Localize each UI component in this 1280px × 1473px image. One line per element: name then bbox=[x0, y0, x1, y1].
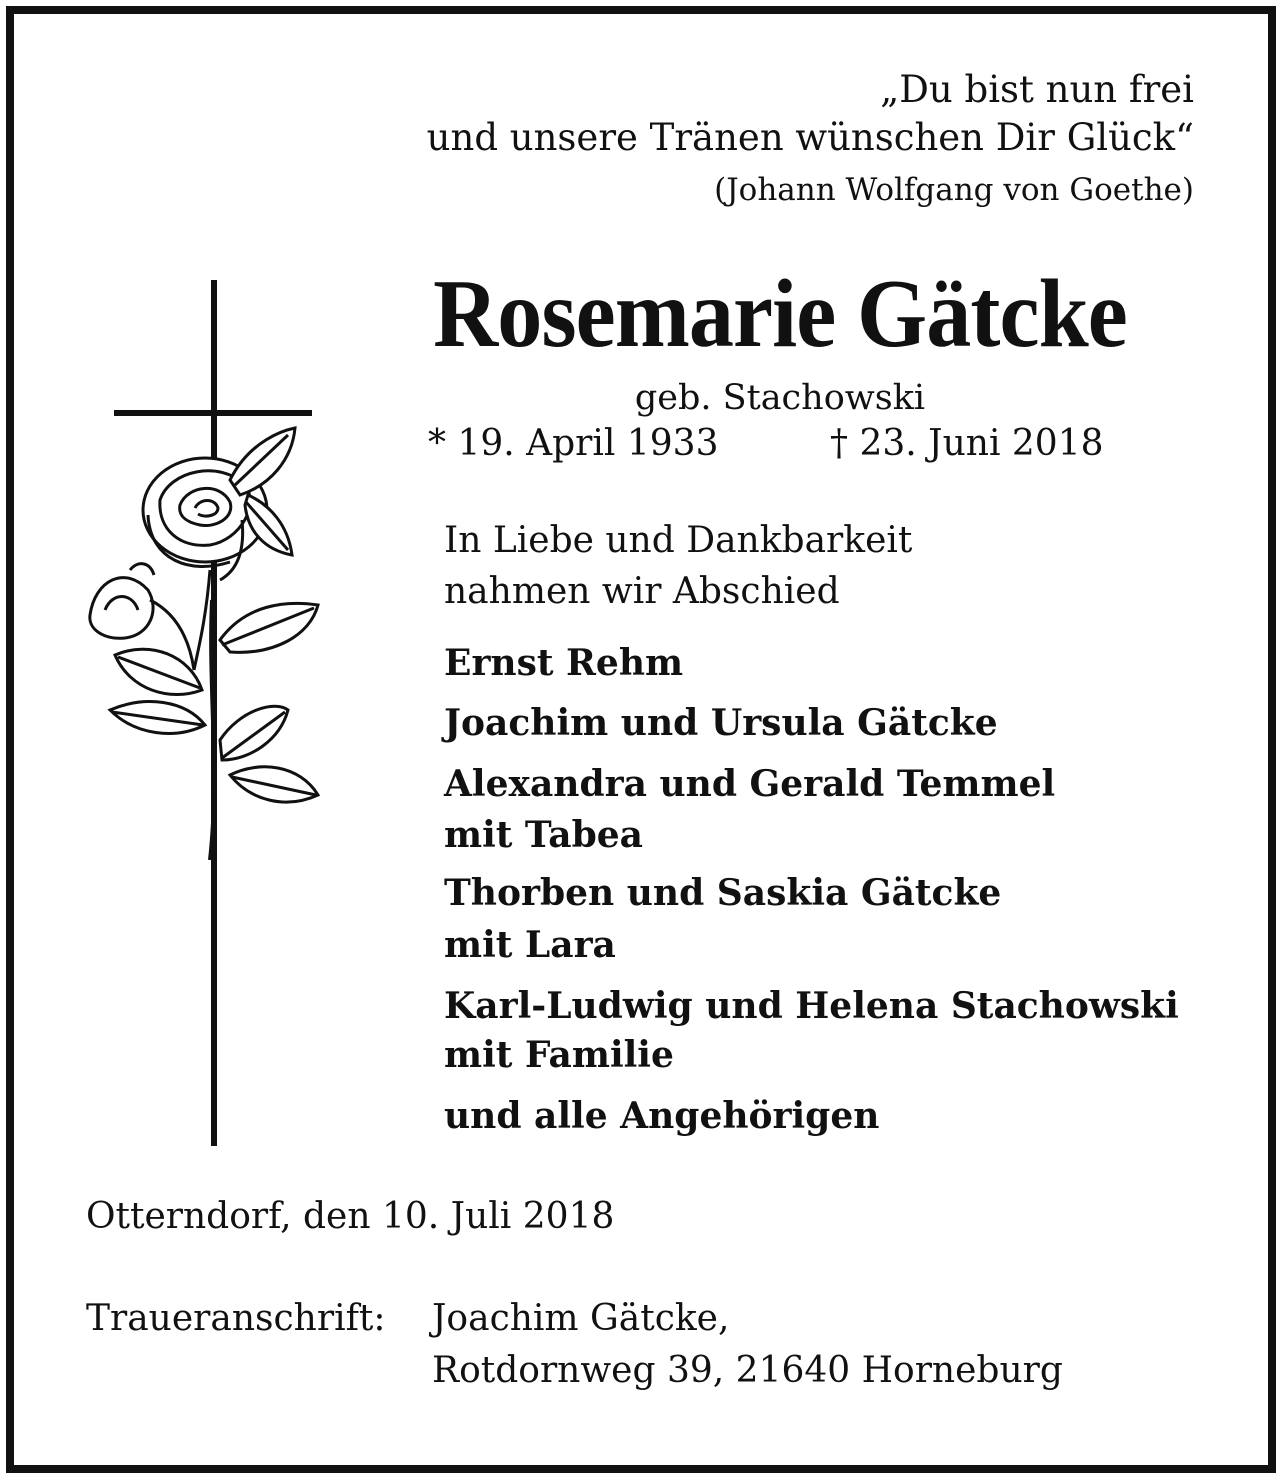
place-date: Otterndorf, den 10. Juli 2018 bbox=[86, 1196, 615, 1237]
address-label: Traueranschrift: bbox=[86, 1298, 386, 1339]
quote-line-2: und unsere Tränen wünschen Dir Glück“ bbox=[426, 116, 1194, 159]
deceased-name: Rosemarie Gätcke bbox=[433, 260, 1127, 368]
mourner-line: und alle Angehörigen bbox=[444, 1095, 880, 1137]
maiden-name: geb. Stachowski bbox=[634, 378, 926, 418]
cross-rose-illustration bbox=[70, 270, 330, 1150]
intro-line-1: In Liebe und Dankbarkeit bbox=[444, 520, 913, 561]
mourner-line: mit Tabea bbox=[444, 814, 644, 856]
mourner-line: mit Lara bbox=[444, 924, 616, 966]
mourner-line: mit Familie bbox=[444, 1034, 674, 1076]
mourner-line: Ernst Rehm bbox=[444, 642, 684, 684]
quote-line-1: „Du bist nun frei bbox=[880, 68, 1194, 111]
mourner-line: Karl-Ludwig und Helena Stachowski bbox=[444, 985, 1179, 1027]
address-line-1: Joachim Gätcke, bbox=[432, 1298, 730, 1339]
mourner-line: Thorben und Saskia Gätcke bbox=[444, 872, 1002, 914]
intro-line-2: nahmen wir Abschied bbox=[444, 571, 840, 612]
mourner-line: Alexandra und Gerald Temmel bbox=[444, 763, 1056, 805]
quote-author: (Johann Wolfgang von Goethe) bbox=[714, 172, 1194, 208]
birth-date: * 19. April 1933 bbox=[428, 423, 719, 464]
address-line-2: Rotdornweg 39, 21640 Horneburg bbox=[432, 1350, 1063, 1391]
mourner-line: Joachim und Ursula Gätcke bbox=[444, 702, 998, 744]
death-date: † 23. Juni 2018 bbox=[830, 423, 1104, 464]
rose-icon bbox=[90, 428, 318, 860]
